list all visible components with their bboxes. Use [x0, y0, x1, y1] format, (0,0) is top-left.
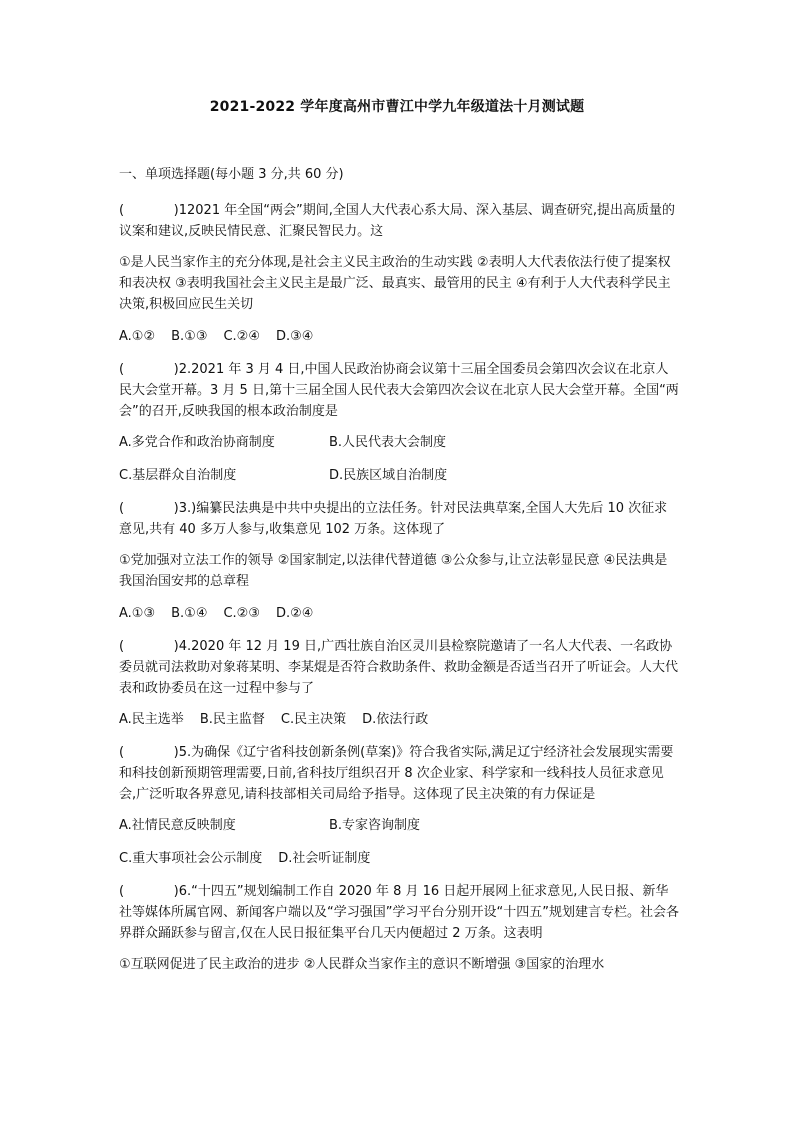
question-stem	[119, 881, 679, 944]
question-stem	[119, 498, 679, 540]
answer-options	[119, 603, 679, 624]
option-b: B.人民代表大会制度	[329, 435, 447, 450]
question-statements: ①是人民当家作主的充分体现,是社会主义民主政治的生动实践 ②表明人大代表依法行使了提案权和表决权 ③表明我国社会主义民主是最广泛、最真实、最管用的民主 ④有利于人大代表科学民主决策,积极回应民生关切	[119, 255, 671, 312]
question-text: 5.为确保《辽宁省科技创新条例(草案)》符合我省实际,满足辽宁经济社会发展现实需要和科技创新预期管理需要,日前,省科技厅组织召开 8 次企业家、科学家和一线科技人员征求意见会,广泛听取各界意见,请科技部相关司局给予指导。这体现了民主决策的有力保证是	[119, 745, 674, 802]
question-statements: ①党加强对立法工作的领导 ②国家制定,以法律代替道德 ③公众参与,让立法彰显民意 ④民法典是我国治国安邦的总章程	[119, 553, 668, 589]
answer-options	[119, 465, 679, 486]
answer-blank: ( )	[119, 639, 179, 654]
option-c: C.②③	[223, 606, 260, 621]
question-text: 6.“十四五”规划编制工作自 2020 年 8 月 16 日起开展网上征求意见,人民日报、新华社等媒体所属官网、新闻客户端以及“学习强国”学习平台分别开设“十四五”规划建言专栏。社会各界群众踊跃参与留言,仅在人民日报征集平台几天内便超过 2 万条。这表明	[119, 884, 679, 941]
section-heading: 一、单项选择题(每小题 3 分,共 60 分)	[119, 167, 344, 182]
question-6	[119, 881, 679, 975]
question-3	[119, 498, 679, 624]
option-d: D.社会听证制度	[278, 851, 371, 866]
answer-blank: ( )	[119, 203, 179, 218]
answer-options	[119, 326, 679, 347]
question-2	[119, 359, 679, 486]
option-d: D.②④	[276, 606, 314, 621]
question-5	[119, 742, 679, 869]
option-d: D.民族区域自治制度	[329, 468, 448, 483]
question-text: 2.2021 年 3 月 4 日,中国人民政治协商会议第十三届全国委员会第四次会议在北京人民大会堂开幕。3 月 5 日,第十三届全国人民代表大会第四次会议在北京人民大会堂开幕。全国“两会”的召开,反映我国的根本政治制度是	[119, 362, 679, 419]
option-b: B.①③	[171, 329, 208, 344]
option-a: A.多党合作和政治协商制度	[119, 435, 275, 450]
answer-options	[119, 709, 679, 730]
option-a: A.民主选举	[119, 712, 184, 727]
option-b: B.民主监督	[199, 712, 265, 727]
option-c: C.②④	[223, 329, 260, 344]
option-c: C.民主决策	[280, 712, 347, 727]
question-stem	[119, 742, 679, 805]
option-c: C.基层群众自治制度	[119, 468, 237, 483]
question-statements: ①互联网促进了民主政治的进步 ②人民群众当家作主的意识不断增强 ③国家的治理水	[119, 957, 605, 972]
question-stem	[119, 200, 679, 242]
answer-options	[119, 432, 679, 453]
answer-blank: ( )	[119, 745, 179, 760]
question-text: 4.2020 年 12 月 19 日,广西壮族自治区灵川县检察院邀请了一名人大代表、一名政协委员就司法救助对象蒋某明、李某焜是否符合救助条件、救助金额是否适当召开了听证会。人大代表和政协委员在这一过程中参与了	[119, 639, 679, 696]
option-d: D.依法行政	[362, 712, 429, 727]
document-body	[119, 164, 679, 986]
question-stem	[119, 636, 679, 699]
question-4	[119, 636, 679, 730]
answer-options	[119, 848, 679, 869]
option-a: A.①③	[119, 606, 156, 621]
question-text: 3.)编纂民法典是中共中央提出的立法任务。针对民法典草案,全国人大先后 10 次征求意见,共有 40 多万人参与,收集意见 102 万条。这体现了	[119, 501, 668, 537]
question-stem	[119, 359, 679, 422]
question-text: 12021 年全国“两会”期间,全国人大代表心系大局、深入基层、调查研究,提出高质量的议案和建议,反映民情民意、汇聚民智民力。这	[119, 203, 675, 239]
answer-blank: ( )	[119, 362, 179, 377]
option-c: C.重大事项社会公示制度	[119, 851, 263, 866]
option-b: B.专家咨询制度	[329, 818, 421, 833]
question-1	[119, 200, 679, 347]
answer-options	[119, 815, 679, 836]
page-title: 2021-2022 学年度高州市曹江中学九年级道法十月测试题	[209, 99, 585, 115]
answer-blank: ( )	[119, 501, 179, 516]
option-a: A.①②	[119, 329, 156, 344]
option-d: D.③④	[276, 329, 314, 344]
option-b: B.①④	[171, 606, 208, 621]
answer-blank: ( )	[119, 884, 179, 899]
option-a: A.社情民意反映制度	[119, 818, 236, 833]
